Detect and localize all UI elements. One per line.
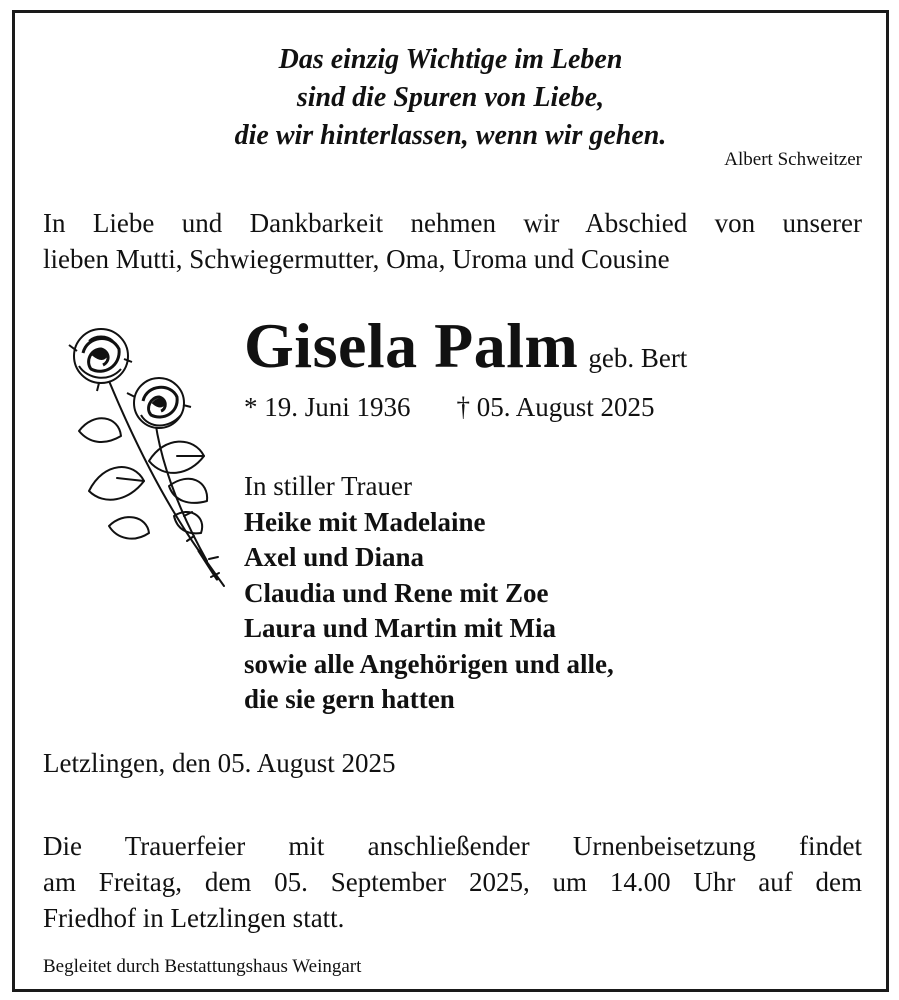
mourner-name: Heike mit Madelaine [244, 506, 486, 537]
death-date: † 05. August 2025 [456, 392, 655, 422]
mourners-heading: In stiller Trauer [244, 471, 412, 501]
birth-date: * 19. Juni 1936 [244, 392, 411, 422]
obituary-notice [12, 10, 889, 992]
deceased-name-line [244, 306, 687, 386]
service-line: Friedhof in Letzlingen statt. [43, 903, 345, 933]
quote-line: Das einzig Wichtige im Leben [278, 44, 623, 75]
deceased-name: Gisela Palm [244, 310, 579, 381]
intro-text [43, 205, 862, 277]
mourner-name: Laura und Martin mit Mia [244, 613, 557, 643]
quote-line: sind die Spuren von Liebe, [296, 82, 605, 113]
quote-author: Albert Schweitzer [724, 149, 862, 170]
mourner-name: sowie alle Angehörigen und alle, [244, 648, 614, 679]
maiden-name: geb. Bert [588, 343, 688, 373]
quote [15, 41, 886, 155]
undertaker-credit: Begleitet durch Bestattungshaus Weingart [43, 956, 362, 977]
intro-line: In Liebe und Dankbarkeit nehmen wir Abschied von unserer [43, 208, 862, 238]
place-date: Letzlingen, den 05. August 2025 [43, 748, 396, 778]
service-line: am Freitag, dem 05. September 2025, um 14.00 Uhr auf dem [43, 867, 862, 897]
rose-icon [49, 311, 239, 601]
mourner-name: Axel und Diana [244, 542, 425, 572]
mourners-list [244, 469, 614, 718]
quote-line: die wir hinterlassen, wenn wir gehen. [234, 120, 667, 151]
life-dates [244, 389, 655, 425]
intro-line: lieben Mutti, Schwiegermutter, Oma, Uroma und Cousine [43, 244, 670, 274]
mourner-name: die sie gern hatten [244, 684, 455, 714]
funeral-service-text [43, 828, 862, 936]
mourner-name: Claudia und Rene mit Zoe [244, 577, 549, 608]
service-line: Die Trauerfeier mit anschließender Urnenbeisetzung findet [43, 831, 862, 861]
